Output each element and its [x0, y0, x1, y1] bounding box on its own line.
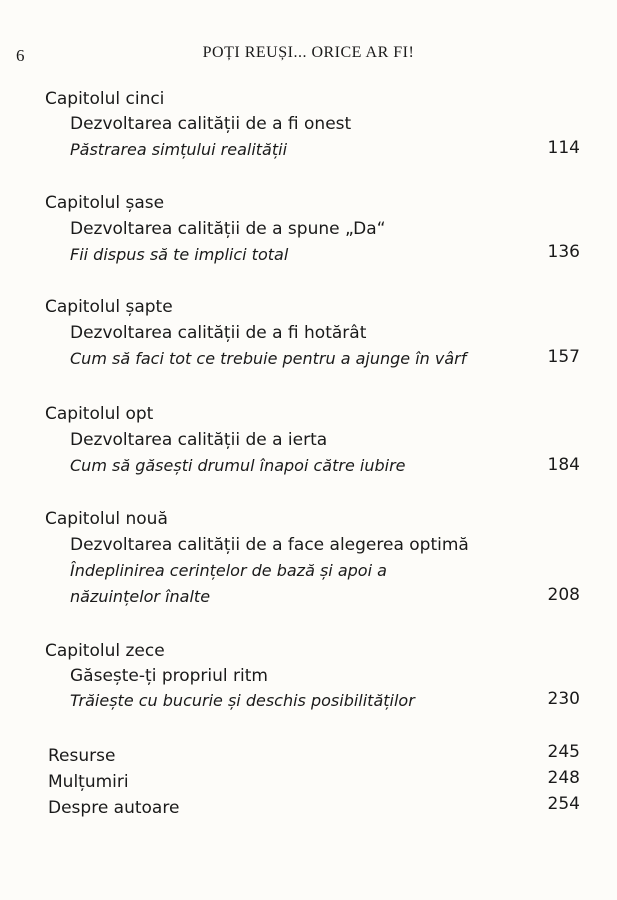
chapter-subtitle: Păstrarea simțului realității [70, 140, 288, 159]
back-matter-page-number: 248 [547, 768, 580, 788]
chapter-title: Găsește-ți propriul ritm [70, 666, 268, 686]
running-title: POȚI REUȘI... ORICE AR FI! [202, 44, 415, 61]
chapter-page-number: 157 [547, 347, 580, 367]
chapter-subtitle: Fii dispus să te implici total [70, 245, 289, 264]
chapter-subtitle: Trăiește cu bucurie și deschis posibilităților [70, 691, 415, 710]
chapter-label: Capitolul zece [45, 641, 165, 661]
chapter-page-number: 230 [547, 689, 580, 709]
chapter-title: Dezvoltarea calității de a spune „Da“ [70, 219, 386, 239]
chapter-title: Dezvoltarea calității de a fi hotărât [70, 323, 367, 343]
back-matter-page-number: 254 [547, 794, 580, 814]
back-matter-label: Despre autoare [48, 798, 180, 818]
chapter-label: Capitolul șase [45, 193, 165, 213]
chapter-label: Capitolul nouă [45, 509, 168, 529]
chapter-label: Capitolul opt [45, 404, 154, 424]
chapter-subtitle: Îndeplinirea cerințelor de bază și apoi a [70, 561, 387, 580]
chapter-subtitle: Cum să găsești drumul înapoi către iubire [70, 456, 406, 475]
back-matter-label: Mulțumiri [48, 772, 129, 792]
chapter-subtitle: năzuințelor înalte [70, 587, 211, 606]
chapter-page-number: 114 [547, 138, 580, 158]
chapter-label: Capitolul cinci [45, 89, 165, 109]
chapter-page-number: 136 [547, 242, 580, 262]
chapter-title: Dezvoltarea calității de a fi onest [70, 114, 352, 134]
back-matter-label: Resurse [48, 746, 116, 766]
back-matter-page-number: 245 [547, 742, 580, 762]
chapter-subtitle: Cum să faci tot ce trebuie pentru a ajunge în vârf [70, 349, 467, 368]
chapter-title: Dezvoltarea calității de a ierta [70, 430, 328, 450]
chapter-title: Dezvoltarea calității de a face alegerea optimă [70, 535, 469, 555]
page-number: 6 [16, 46, 25, 65]
chapter-label: Capitolul șapte [45, 297, 173, 317]
chapter-page-number: 184 [547, 455, 580, 475]
chapter-page-number: 208 [547, 585, 580, 605]
